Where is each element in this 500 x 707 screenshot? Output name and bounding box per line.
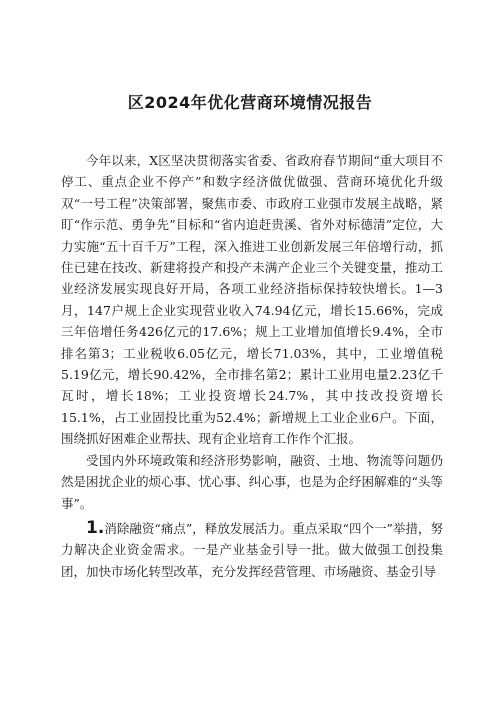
section-1-text: 消除融资“痛点”，释放发展活力。重点采取“四个一”举措，努力解决企业资金需求。一是产业基金引导一批。做大做强工创投集团，加快市场化转型改革，充分发挥经营管理、市场融资、基金引导 (61, 520, 443, 579)
document-body (61, 150, 443, 582)
paragraph-context: 受国内外环境政策和经济形势影响，融资、土地、物流等问题仍然是困扰企业的烦心事、忧心事、纠心事，也是为企纾困解难的“头等事”。 (61, 452, 443, 511)
section-number: 1. (86, 517, 105, 538)
paragraph-intro: 今年以来，X区坚决贯彻落实省委、省政府春节期间“重大项目不停工、重点企业不停产”和数字经济做优做强、营商环境优化升级双“一号工程”决策部署，聚焦市委、市政府工业强市发展主战略，紧盯“作示范、勇争先”目标和“省内追赶贵溪、省外对标德清”定位，大力实施“五十百千万”工程，深入推进工业创新发展三年倍增行动，抓住已建在技改、新建将投产和投产未满产企业三个关键变量，推动工业经济发展实现良好开局，各项工业经济指标保持较快增长。1—3月，147户规上企业实现营业收入74.94亿元，增长15.66%，完成三年倍增任务426亿元的17.6%；规上工业增加值增长9.4%，全市排名第3；工业税收6.05亿元，增长71.03%，其中，工业增值税5.19亿元，增长90.42%，全市排名第2；累计工业用电量2.23亿千瓦时，增长18%；工业投资增长24.7%，其中技改投资增长15.1%，占工业固投比重为52.4%；新增规上工业企业6户。下面，围绕抓好困难企业帮扶、现有企业培育工作作个汇报。 (61, 153, 443, 447)
document-title: 区2024年优化营商环境情况报告 (127, 93, 373, 112)
paragraph-section-1 (61, 518, 443, 582)
